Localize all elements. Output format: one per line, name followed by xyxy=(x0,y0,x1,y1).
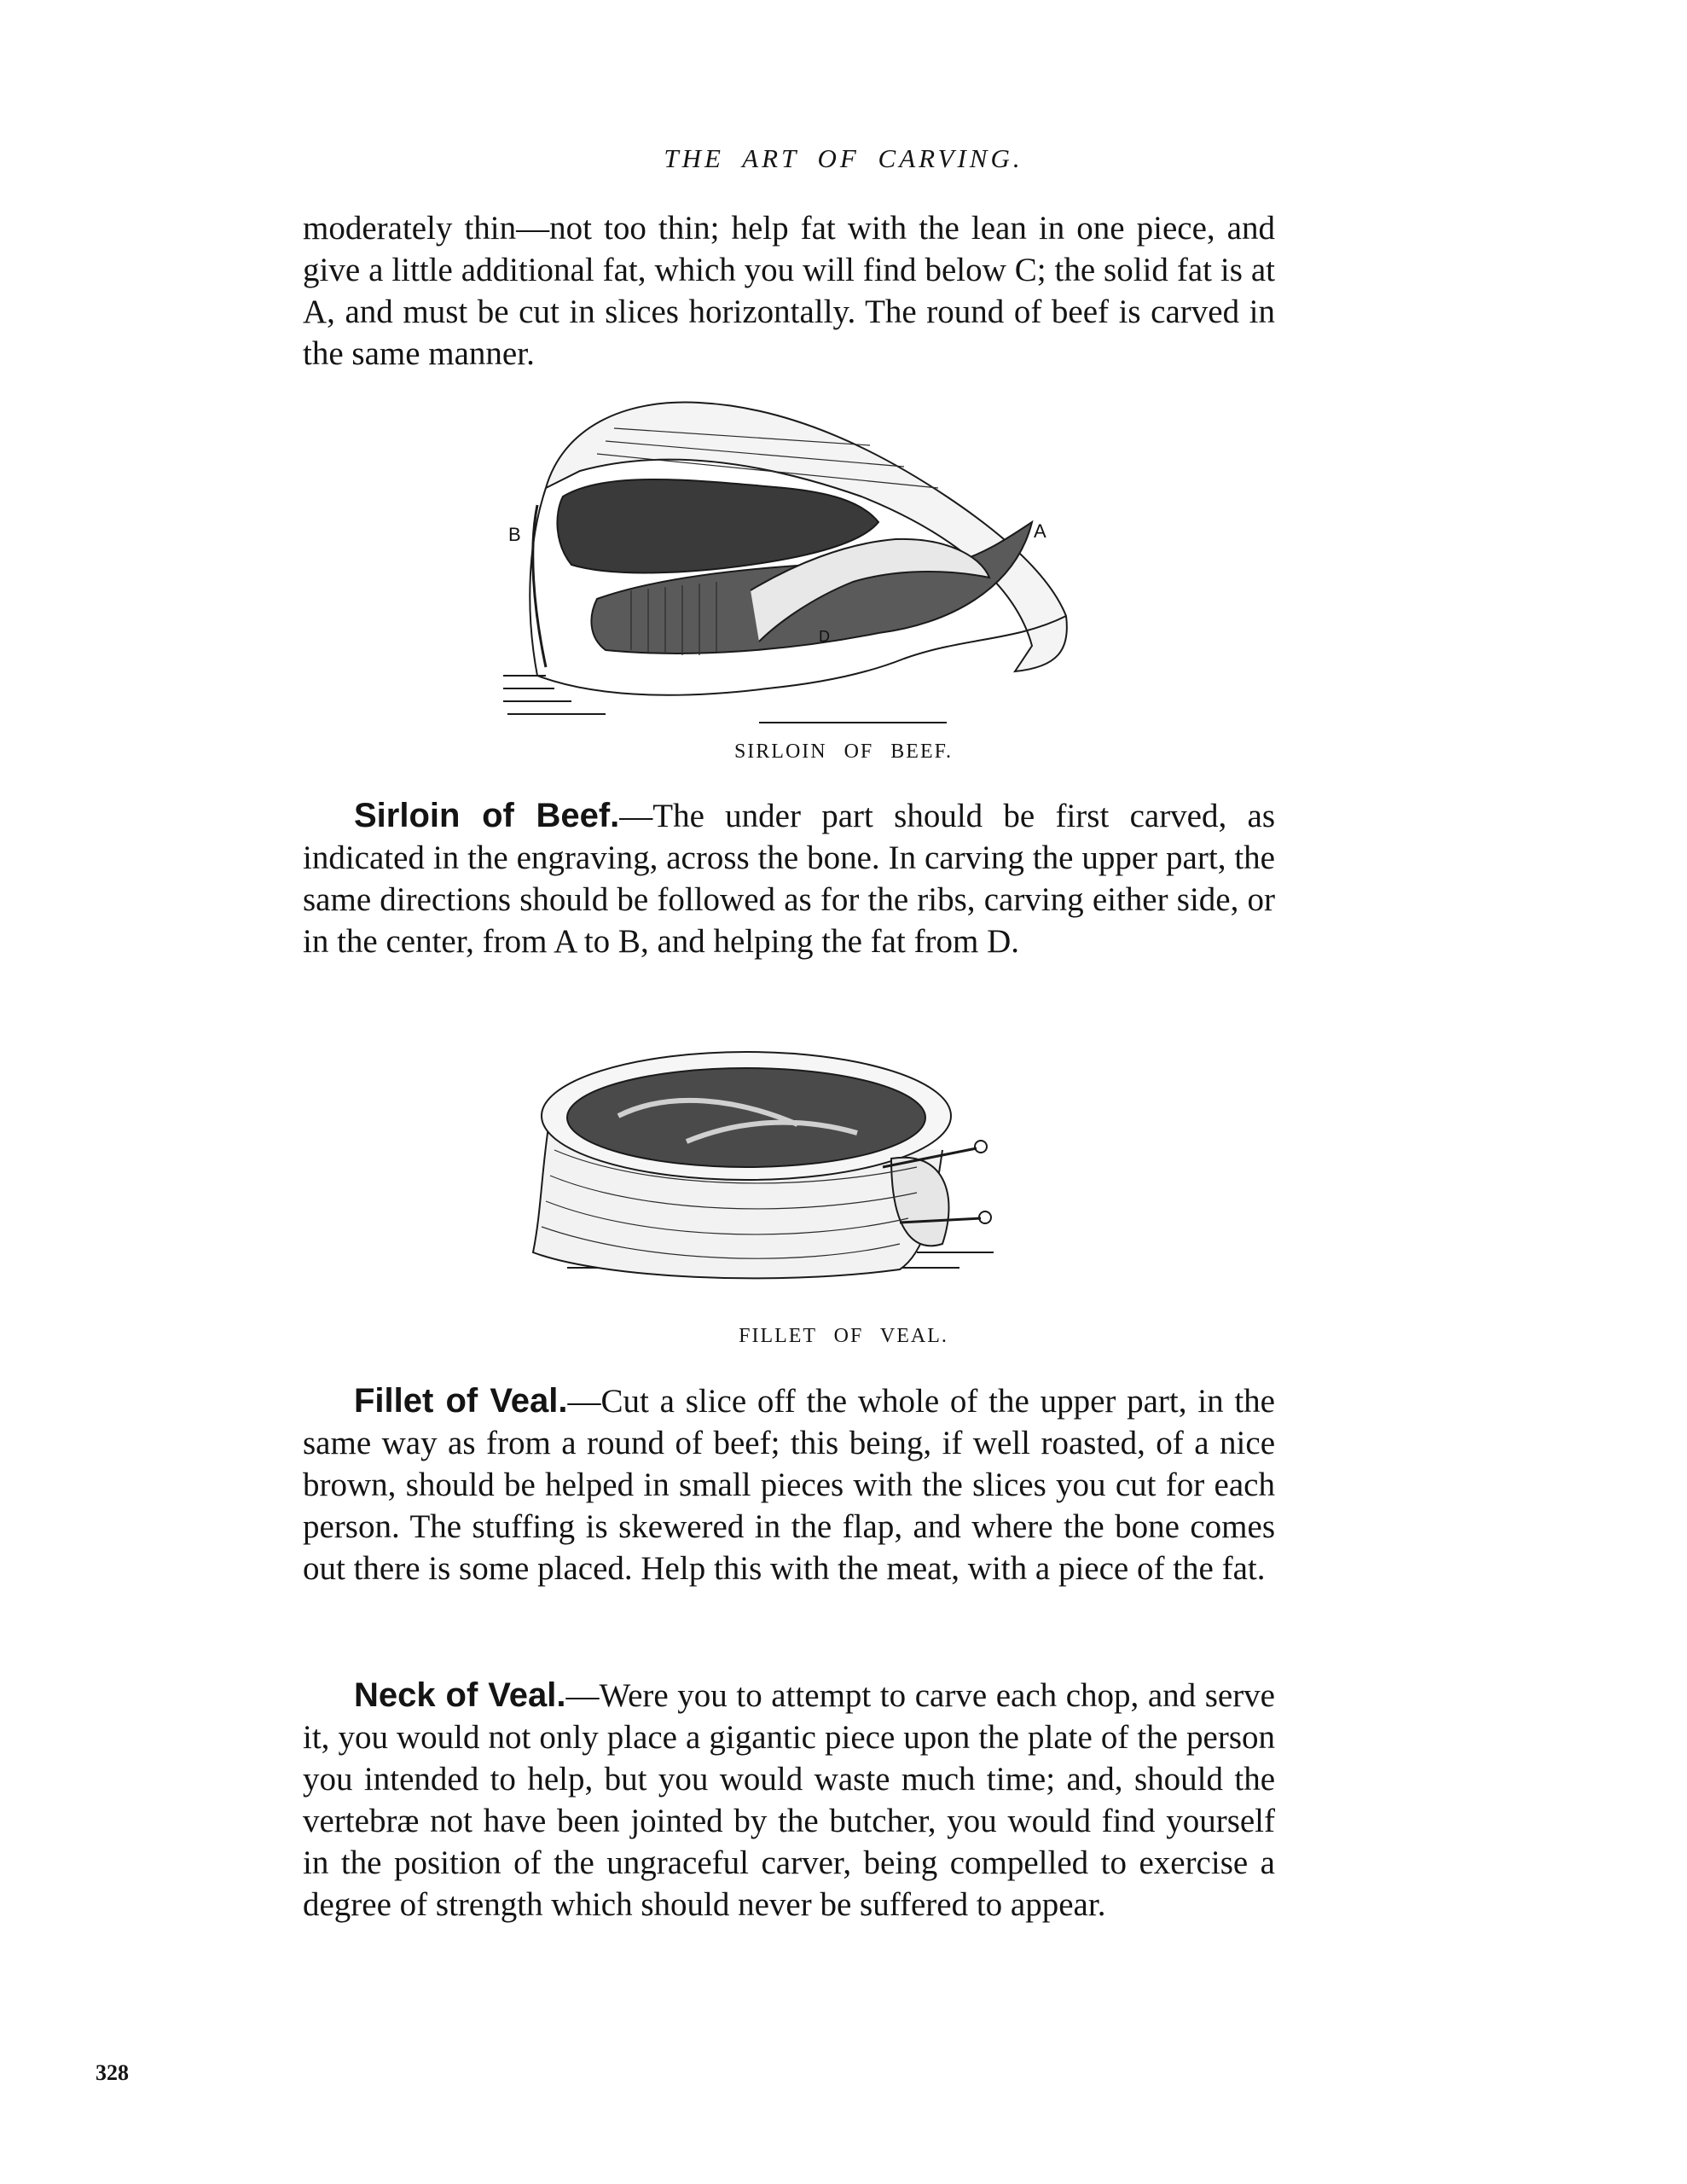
fillet-paragraph xyxy=(303,1380,1275,1589)
fillet-caption: FILLET OF VEAL. xyxy=(739,1325,948,1347)
section-neck xyxy=(303,1675,1275,1926)
sirloin-caption: SIRLOIN OF BEEF. xyxy=(733,741,954,763)
label-b: B xyxy=(508,524,521,545)
running-head: THE ART OF CARVING. xyxy=(664,143,1023,173)
section-sirloin xyxy=(303,795,1275,962)
sirloin-engraving xyxy=(503,394,1100,735)
label-a: A xyxy=(1034,520,1046,542)
fillet-heading: Fillet of Veal. xyxy=(354,1382,568,1420)
sirloin-paragraph xyxy=(303,795,1275,962)
sirloin-text: —The under part should be first carved, as indicated in the engraving, across the bone. In carving the upper part, the same directions should be followed as for the ribs, carving either side, or in the center, from A to B, and helping the fat from D. xyxy=(303,798,1275,960)
neck-paragraph xyxy=(303,1675,1275,1926)
sirloin-heading: Sirloin of Beef. xyxy=(354,797,620,834)
label-d: D xyxy=(819,628,830,645)
page-number: 328 xyxy=(96,2060,129,2085)
paragraph-continued xyxy=(303,207,1275,375)
neck-heading: Neck of Veal. xyxy=(354,1676,566,1714)
neck-text: —Were you to attempt to carve each chop, and serve it, you would not only place a gigantic piece upon the plate of the person you intended to help, but you would waste much time; and, should the vertebræ not have been jointed by the butcher, you would find yourself in the position of the ungraceful carver, being compelled to exercise a degree of strength which should never be suffered to appear. xyxy=(303,1677,1275,1923)
sirloin-figure xyxy=(503,394,1100,735)
paragraph-continued-text: moderately thin—not too thin; help fat with the lean in one piece, and give a little additional fat, which you will find below C; the solid fat is at A, and must be cut in slices horizontally. The round of beef is carved in the same manner. xyxy=(303,210,1275,372)
fillet-text: —Cut a slice off the whole of the upper part, in the same way as from a round of beef; this being, if well roasted, of a nice brown, should be helped in small pieces with the slices you cut for each person. The stuffing is skewered in the flap, and where the bone comes out there is some placed. Help this with the meat, with a piece of the fat. xyxy=(303,1383,1275,1587)
fillet-engraving xyxy=(516,1039,1011,1295)
fillet-figure xyxy=(516,1039,1011,1295)
section-fillet xyxy=(303,1380,1275,1589)
